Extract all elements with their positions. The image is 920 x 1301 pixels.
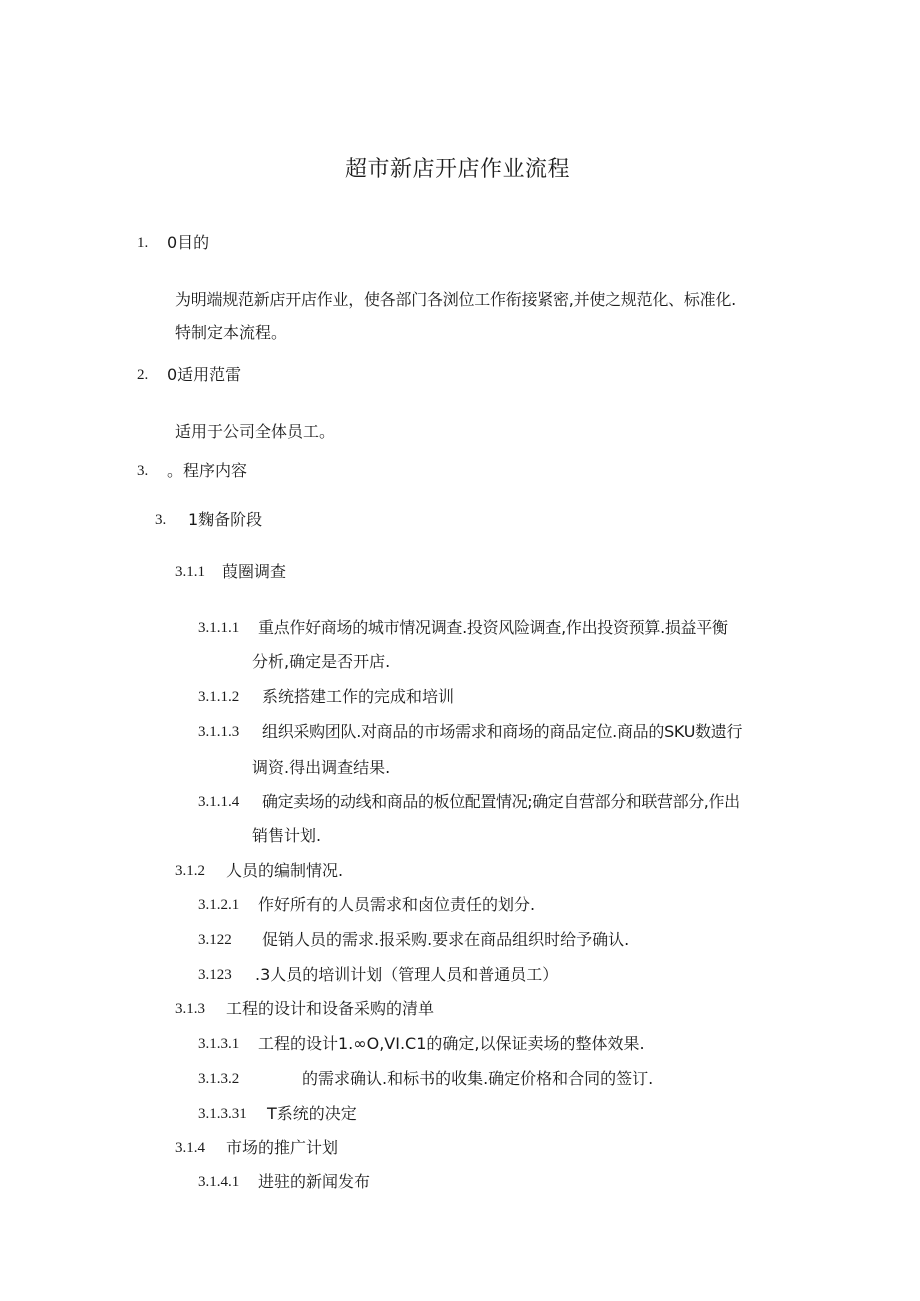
- document-title: 超市新店开店作业流程: [345, 157, 571, 182]
- item-text: 重点作好商场的城市情况调查.投资风险调查,作出投资预算.损益平衡: [258, 618, 728, 637]
- item-text: 的需求确认.和标书的收集.确定价格和合同的签订.: [302, 1069, 654, 1088]
- item-text: .3人员的培训计划（管理人员和普通员工）: [255, 965, 559, 984]
- paragraph-line: 适用于公司全体员工。: [175, 422, 336, 441]
- subsection-number: 3.: [155, 512, 167, 528]
- item-text: 组织采购团队.对商品的市场需求和商场的商品定位.商品的SKU数遗行: [262, 722, 743, 741]
- section-heading: 。程序内容: [167, 461, 248, 480]
- item-number: 3.1.1.2: [198, 689, 240, 705]
- item-number: 3.1.1.4: [198, 794, 240, 810]
- paragraph-line: 为明端规范新店开店作业，使各部门各浏位工作衔接紧密,并使之规范化、标准化.: [175, 290, 736, 309]
- item-number: 3.1.1.3: [198, 724, 240, 740]
- item-text: 调资.得出调查结果.: [252, 758, 391, 777]
- item-text: 工程的设计1.∞O,VI.C1的确定,以保证卖场的整体效果.: [258, 1034, 645, 1053]
- item-number: 3.1.3.2: [198, 1071, 240, 1087]
- item-number: 3.1.4.1: [198, 1174, 240, 1190]
- item-text: 进驻的新闻发布: [258, 1172, 371, 1191]
- item-number: 3.1.1.1: [198, 620, 240, 636]
- item-text: 促销人员的需求.报采购.要求在商品组织时给予确认.: [262, 930, 630, 949]
- item-number: 3.1.3.1: [198, 1036, 240, 1052]
- item-number: 3.123: [198, 967, 232, 983]
- item-number: 3.1.3: [175, 1001, 205, 1017]
- item-text: 系统搭建工作的完成和培训: [262, 687, 455, 706]
- item-heading: 人员的编制情况.: [226, 861, 344, 880]
- item-number: 3.1.1: [175, 564, 205, 580]
- item-text: 销售计划.: [252, 826, 322, 845]
- item-text: 分析,确定是否开店.: [252, 652, 391, 671]
- item-heading: 工程的设计和设备采购的清单: [226, 999, 435, 1018]
- section-heading: 0目的: [167, 233, 210, 252]
- item-number: 3.1.4: [175, 1140, 205, 1156]
- item-number: 3.1.2: [175, 863, 205, 879]
- subsection-heading: 1麴备阶段: [188, 510, 263, 529]
- item-text: 确定卖场的动线和商品的板位配置情况;确定自营部分和联营部分,作出: [262, 792, 740, 811]
- section-number: 1.: [137, 235, 149, 251]
- item-number: 3.1.2.1: [198, 897, 240, 913]
- item-heading: 葭圈调查: [222, 562, 287, 581]
- section-number: 3.: [137, 463, 149, 479]
- paragraph-line: 特制定本流程。: [175, 323, 288, 342]
- item-number: 3.1.3.31: [198, 1106, 247, 1122]
- item-number: 3.122: [198, 932, 232, 948]
- item-text: 作好所有的人员需求和卤位责任的划分.: [258, 895, 536, 914]
- item-text: T系统的决定: [267, 1104, 357, 1123]
- section-number: 2.: [137, 367, 149, 383]
- item-heading: 市场的推广计划: [226, 1138, 339, 1157]
- section-heading: 0适用范雷: [167, 365, 242, 384]
